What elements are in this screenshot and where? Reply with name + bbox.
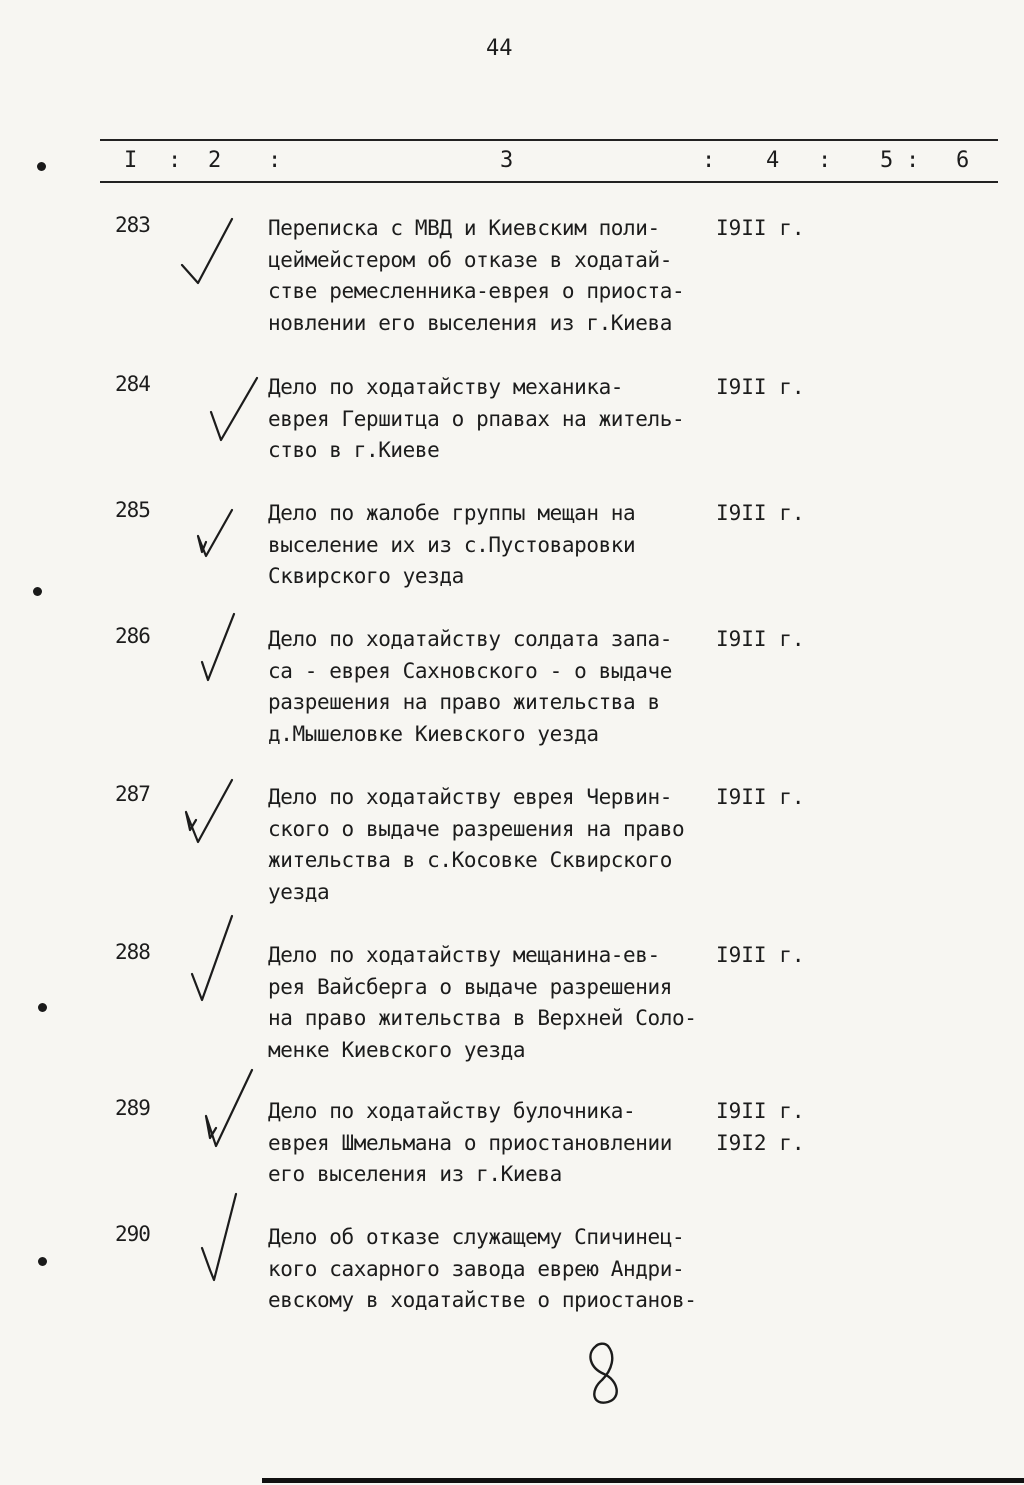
column-header-2: 2 [208, 148, 222, 173]
entry-number: 286 [115, 624, 150, 648]
page-number: 44 [486, 36, 513, 61]
punch-hole-mark [38, 1257, 47, 1266]
entry-dates: I9II г. [716, 375, 805, 399]
checkmark-icon [196, 1190, 256, 1290]
column-header-5: 5 [880, 148, 894, 173]
punch-hole-mark [37, 162, 46, 171]
column-separator: : [702, 148, 716, 173]
entry-description: Переписка с МВД и Киевским поли- цеймейстером об отказе в ходатай- стве ремесленника-еврея о приоста- новлении его выселения из г.Киева [268, 216, 685, 335]
column-separator: : [906, 148, 920, 173]
entry-number: 288 [115, 940, 150, 964]
entry-description: Дело по ходатайству механика- еврея Гершитца о рпавах на житель- ство в г.Киеве [268, 375, 685, 462]
entry-dates: I9II г. [716, 943, 805, 967]
entry-number: 283 [115, 213, 150, 237]
entry-number: 285 [115, 498, 150, 522]
column-header-3: 3 [500, 148, 514, 173]
entry-description: Дело по ходатайству булочника- еврея Шмельмана о приостановлении его выселения из г.Киева [268, 1099, 673, 1186]
entry-description: Дело по ходатайству мещанина-ев- рея Вайсберга о выдаче разрешения на право жительства в Верхней Соло- менке Киевского уезда [268, 943, 697, 1062]
entry-description: Дело об отказе служащему Спичинец- кого сахарного завода еврею Андри- евскому в ходатайстве о приостанов- [268, 1225, 697, 1312]
entry-description: Дело по ходатайству солдата запа- са - еврея Сахновского - о выдаче разрешения на право жительства в д.Мышеловке Киевского уезда [268, 627, 673, 746]
checkmark-icon [186, 912, 246, 1007]
entry-dates: I9II г. [716, 785, 805, 809]
page-bottom-edge [262, 1478, 1024, 1483]
entry-description: Дело по жалобе группы мещан на выселение их из с.Пустоваровки Сквирского уезда [268, 501, 636, 588]
entry-number: 289 [115, 1096, 150, 1120]
checkmark-icon [178, 213, 238, 288]
table-top-rule [100, 139, 998, 141]
column-separator: : [268, 148, 282, 173]
entry-dates: I9II г. [716, 627, 805, 651]
column-header-4: 4 [766, 148, 780, 173]
column-header-6: 6 [956, 148, 970, 173]
checkmark-icon [196, 610, 246, 690]
checkmark-icon [180, 776, 240, 851]
entry-number: 284 [115, 372, 150, 396]
handwritten-folio-mark [582, 1340, 632, 1414]
column-header-1: I [124, 148, 138, 173]
checkmark-icon [205, 374, 265, 449]
entry-dates: I9II г. I9I2 г. [716, 1099, 805, 1155]
entry-description: Дело по ходатайству еврея Червин- ского о выдаче разрешения на право жительства в с.Косовке Сквирского уезда [268, 785, 685, 904]
punch-hole-mark [33, 587, 42, 596]
checkmark-icon [200, 1066, 260, 1156]
entry-dates: I9II г. [716, 216, 805, 240]
entry-dates: I9II г. [716, 501, 805, 525]
checkmark-icon [192, 506, 242, 561]
table-header-rule [100, 181, 998, 183]
column-separator: : [818, 148, 832, 173]
entry-number: 290 [115, 1222, 150, 1246]
column-separator: : [168, 148, 182, 173]
entry-number: 287 [115, 782, 150, 806]
punch-hole-mark [38, 1003, 47, 1012]
